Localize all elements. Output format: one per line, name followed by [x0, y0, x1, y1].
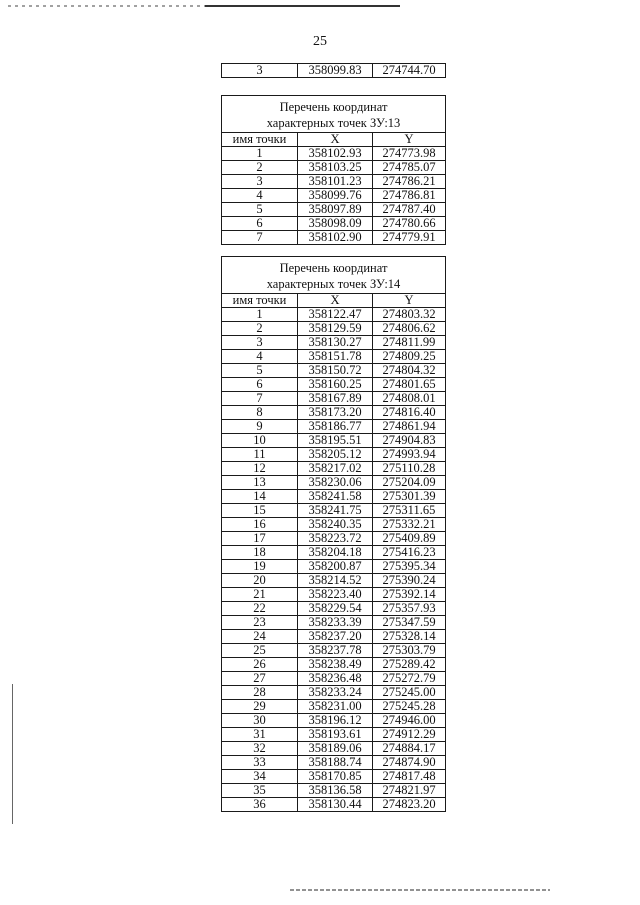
table-row [222, 322, 446, 336]
table-row [222, 392, 446, 406]
cell-x: 358189.06 [298, 742, 373, 756]
table-row [222, 630, 446, 644]
cell-point-name: 3 [222, 64, 298, 78]
cell-x: 358160.25 [298, 378, 373, 392]
table-row [222, 672, 446, 686]
table-row [222, 406, 446, 420]
table-title [222, 96, 446, 133]
cell-y: 274779.91 [373, 231, 446, 245]
table-row [222, 364, 446, 378]
cell-point-name: 8 [222, 406, 298, 420]
cell-y: 274809.25 [373, 350, 446, 364]
cell-y: 274823.20 [373, 798, 446, 812]
table-row [222, 784, 446, 798]
cell-point-name: 24 [222, 630, 298, 644]
cell-point-name: 7 [222, 231, 298, 245]
cell-point-name: 1 [222, 147, 298, 161]
cell-point-name: 30 [222, 714, 298, 728]
table-title-line-2: характерных точек ЗУ:14 [266, 276, 401, 291]
table-row [222, 147, 446, 161]
cell-point-name: 23 [222, 616, 298, 630]
coordinates-table-zu13 [221, 95, 446, 245]
cell-point-name: 18 [222, 546, 298, 560]
cell-y: 274808.01 [373, 392, 446, 406]
table-row [222, 644, 446, 658]
cell-x: 358151.78 [298, 350, 373, 364]
scan-artifact-top-line [205, 5, 400, 7]
table-row [222, 770, 446, 784]
cell-x: 358099.83 [298, 64, 373, 78]
cell-y: 275301.39 [373, 490, 446, 504]
cell-point-name: 2 [222, 161, 298, 175]
cell-x: 358196.12 [298, 714, 373, 728]
table-row [222, 231, 446, 245]
cell-point-name: 5 [222, 364, 298, 378]
cell-point-name: 32 [222, 742, 298, 756]
table-title [222, 257, 446, 294]
table-row [222, 217, 446, 231]
cell-x: 358188.74 [298, 756, 373, 770]
cell-y: 274904.83 [373, 434, 446, 448]
table-row [222, 518, 446, 532]
cell-x: 358200.87 [298, 560, 373, 574]
cell-x: 358241.58 [298, 490, 373, 504]
cell-y: 274773.98 [373, 147, 446, 161]
cell-x: 358098.09 [298, 217, 373, 231]
cell-y: 275357.93 [373, 602, 446, 616]
cell-x: 358233.24 [298, 686, 373, 700]
cell-x: 358214.52 [298, 574, 373, 588]
cell-x: 358167.89 [298, 392, 373, 406]
cell-x: 358102.93 [298, 147, 373, 161]
cell-point-name: 35 [222, 784, 298, 798]
cell-point-name: 10 [222, 434, 298, 448]
cell-x: 358231.00 [298, 700, 373, 714]
cell-y: 275311.65 [373, 504, 446, 518]
table-row [222, 378, 446, 392]
cell-point-name: 27 [222, 672, 298, 686]
table-row [222, 742, 446, 756]
cell-y: 274946.00 [373, 714, 446, 728]
cell-point-name: 16 [222, 518, 298, 532]
cell-y: 274874.90 [373, 756, 446, 770]
cell-point-name: 13 [222, 476, 298, 490]
cell-x: 358097.89 [298, 203, 373, 217]
cell-point-name: 12 [222, 462, 298, 476]
cell-point-name: 6 [222, 378, 298, 392]
cell-x: 358136.58 [298, 784, 373, 798]
cell-point-name: 2 [222, 322, 298, 336]
cell-y: 275347.59 [373, 616, 446, 630]
cell-point-name: 33 [222, 756, 298, 770]
table-title-line-1: Перечень координат [279, 260, 388, 275]
table-row [222, 798, 446, 812]
table-row [222, 686, 446, 700]
cell-x: 358101.23 [298, 175, 373, 189]
cell-point-name: 11 [222, 448, 298, 462]
cell-y: 275289.42 [373, 658, 446, 672]
cell-x: 358186.77 [298, 420, 373, 434]
table-row [222, 714, 446, 728]
table-title-line-2: характерных точек ЗУ:13 [266, 115, 401, 130]
cell-y: 274780.66 [373, 217, 446, 231]
continuation-table-body [222, 64, 446, 78]
cell-x: 358130.44 [298, 798, 373, 812]
table-row [222, 175, 446, 189]
cell-x: 358237.78 [298, 644, 373, 658]
cell-y: 274884.17 [373, 742, 446, 756]
table-row [222, 700, 446, 714]
cell-x: 358173.20 [298, 406, 373, 420]
cell-point-name: 3 [222, 175, 298, 189]
column-header-y: Y [373, 133, 446, 147]
table-row [222, 161, 446, 175]
table-row [222, 434, 446, 448]
cell-point-name: 22 [222, 602, 298, 616]
table-row [222, 490, 446, 504]
cell-point-name: 17 [222, 532, 298, 546]
table-row [222, 462, 446, 476]
cell-y: 275328.14 [373, 630, 446, 644]
cell-point-name: 29 [222, 700, 298, 714]
cell-x: 358230.06 [298, 476, 373, 490]
cell-y: 275245.00 [373, 686, 446, 700]
scan-artifact-left [12, 684, 13, 824]
scan-artifact-bottom [290, 889, 550, 891]
cell-y: 275272.79 [373, 672, 446, 686]
table-row [222, 189, 446, 203]
cell-point-name: 15 [222, 504, 298, 518]
cell-y: 275204.09 [373, 476, 446, 490]
cell-point-name: 36 [222, 798, 298, 812]
table-row [222, 350, 446, 364]
cell-point-name: 34 [222, 770, 298, 784]
cell-y: 275245.28 [373, 700, 446, 714]
cell-y: 274811.99 [373, 336, 446, 350]
cell-x: 358099.76 [298, 189, 373, 203]
table-row [222, 420, 446, 434]
cell-x: 358223.40 [298, 588, 373, 602]
coordinates-table-body [222, 308, 446, 812]
cell-y: 275110.28 [373, 462, 446, 476]
cell-point-name: 25 [222, 644, 298, 658]
cell-point-name: 9 [222, 420, 298, 434]
table-title-line-1: Перечень координат [279, 99, 388, 114]
cell-y: 274744.70 [373, 64, 446, 78]
cell-x: 358204.18 [298, 546, 373, 560]
cell-x: 358102.90 [298, 231, 373, 245]
table-row [222, 64, 446, 78]
cell-y: 275409.89 [373, 532, 446, 546]
table-row [222, 616, 446, 630]
table-row [222, 448, 446, 462]
cell-x: 358170.85 [298, 770, 373, 784]
column-header-x: X [298, 294, 373, 308]
cell-x: 358229.54 [298, 602, 373, 616]
cell-y: 274786.21 [373, 175, 446, 189]
cell-x: 358205.12 [298, 448, 373, 462]
column-header-x: X [298, 133, 373, 147]
column-header-y: Y [373, 294, 446, 308]
table-row [222, 574, 446, 588]
cell-y: 274806.62 [373, 322, 446, 336]
cell-x: 358233.39 [298, 616, 373, 630]
cell-x: 358195.51 [298, 434, 373, 448]
table-row [222, 658, 446, 672]
cell-point-name: 20 [222, 574, 298, 588]
cell-x: 358238.49 [298, 658, 373, 672]
cell-y: 274816.40 [373, 406, 446, 420]
cell-point-name: 4 [222, 189, 298, 203]
cell-x: 358236.48 [298, 672, 373, 686]
cell-x: 358129.59 [298, 322, 373, 336]
table-row [222, 336, 446, 350]
cell-y: 274801.65 [373, 378, 446, 392]
cell-x: 358223.72 [298, 532, 373, 546]
cell-x: 358122.47 [298, 308, 373, 322]
table-row [222, 308, 446, 322]
cell-point-name: 28 [222, 686, 298, 700]
cell-point-name: 26 [222, 658, 298, 672]
cell-y: 274912.29 [373, 728, 446, 742]
cell-y: 275303.79 [373, 644, 446, 658]
page-number: 25 [313, 34, 327, 49]
cell-y: 275416.23 [373, 546, 446, 560]
column-header-point-name: имя точки [222, 133, 298, 147]
cell-point-name: 4 [222, 350, 298, 364]
cell-y: 274993.94 [373, 448, 446, 462]
cell-y: 274803.32 [373, 308, 446, 322]
cell-point-name: 14 [222, 490, 298, 504]
table-row [222, 546, 446, 560]
cell-y: 275390.24 [373, 574, 446, 588]
cell-x: 358237.20 [298, 630, 373, 644]
cell-x: 358217.02 [298, 462, 373, 476]
cell-y: 274786.81 [373, 189, 446, 203]
cell-point-name: 5 [222, 203, 298, 217]
cell-x: 358150.72 [298, 364, 373, 378]
cell-y: 274785.07 [373, 161, 446, 175]
cell-y: 275332.21 [373, 518, 446, 532]
cell-y: 274787.40 [373, 203, 446, 217]
table-row [222, 588, 446, 602]
cell-point-name: 21 [222, 588, 298, 602]
cell-point-name: 7 [222, 392, 298, 406]
cell-y: 275395.34 [373, 560, 446, 574]
cell-y: 274861.94 [373, 420, 446, 434]
table-row [222, 203, 446, 217]
cell-point-name: 31 [222, 728, 298, 742]
cell-x: 358103.25 [298, 161, 373, 175]
cell-y: 274821.97 [373, 784, 446, 798]
cell-x: 358130.27 [298, 336, 373, 350]
table-row [222, 532, 446, 546]
coordinates-table-body [222, 147, 446, 245]
cell-point-name: 3 [222, 336, 298, 350]
cell-point-name: 1 [222, 308, 298, 322]
cell-point-name: 6 [222, 217, 298, 231]
table-row [222, 756, 446, 770]
table-row [222, 560, 446, 574]
cell-y: 274804.32 [373, 364, 446, 378]
cell-x: 358240.35 [298, 518, 373, 532]
table-row [222, 602, 446, 616]
table-row [222, 728, 446, 742]
table-row [222, 504, 446, 518]
cell-x: 358241.75 [298, 504, 373, 518]
continuation-table [221, 63, 446, 78]
table-row [222, 476, 446, 490]
cell-y: 275392.14 [373, 588, 446, 602]
cell-x: 358193.61 [298, 728, 373, 742]
coordinates-table-zu14 [221, 256, 446, 812]
cell-y: 274817.48 [373, 770, 446, 784]
cell-point-name: 19 [222, 560, 298, 574]
column-header-point-name: имя точки [222, 294, 298, 308]
